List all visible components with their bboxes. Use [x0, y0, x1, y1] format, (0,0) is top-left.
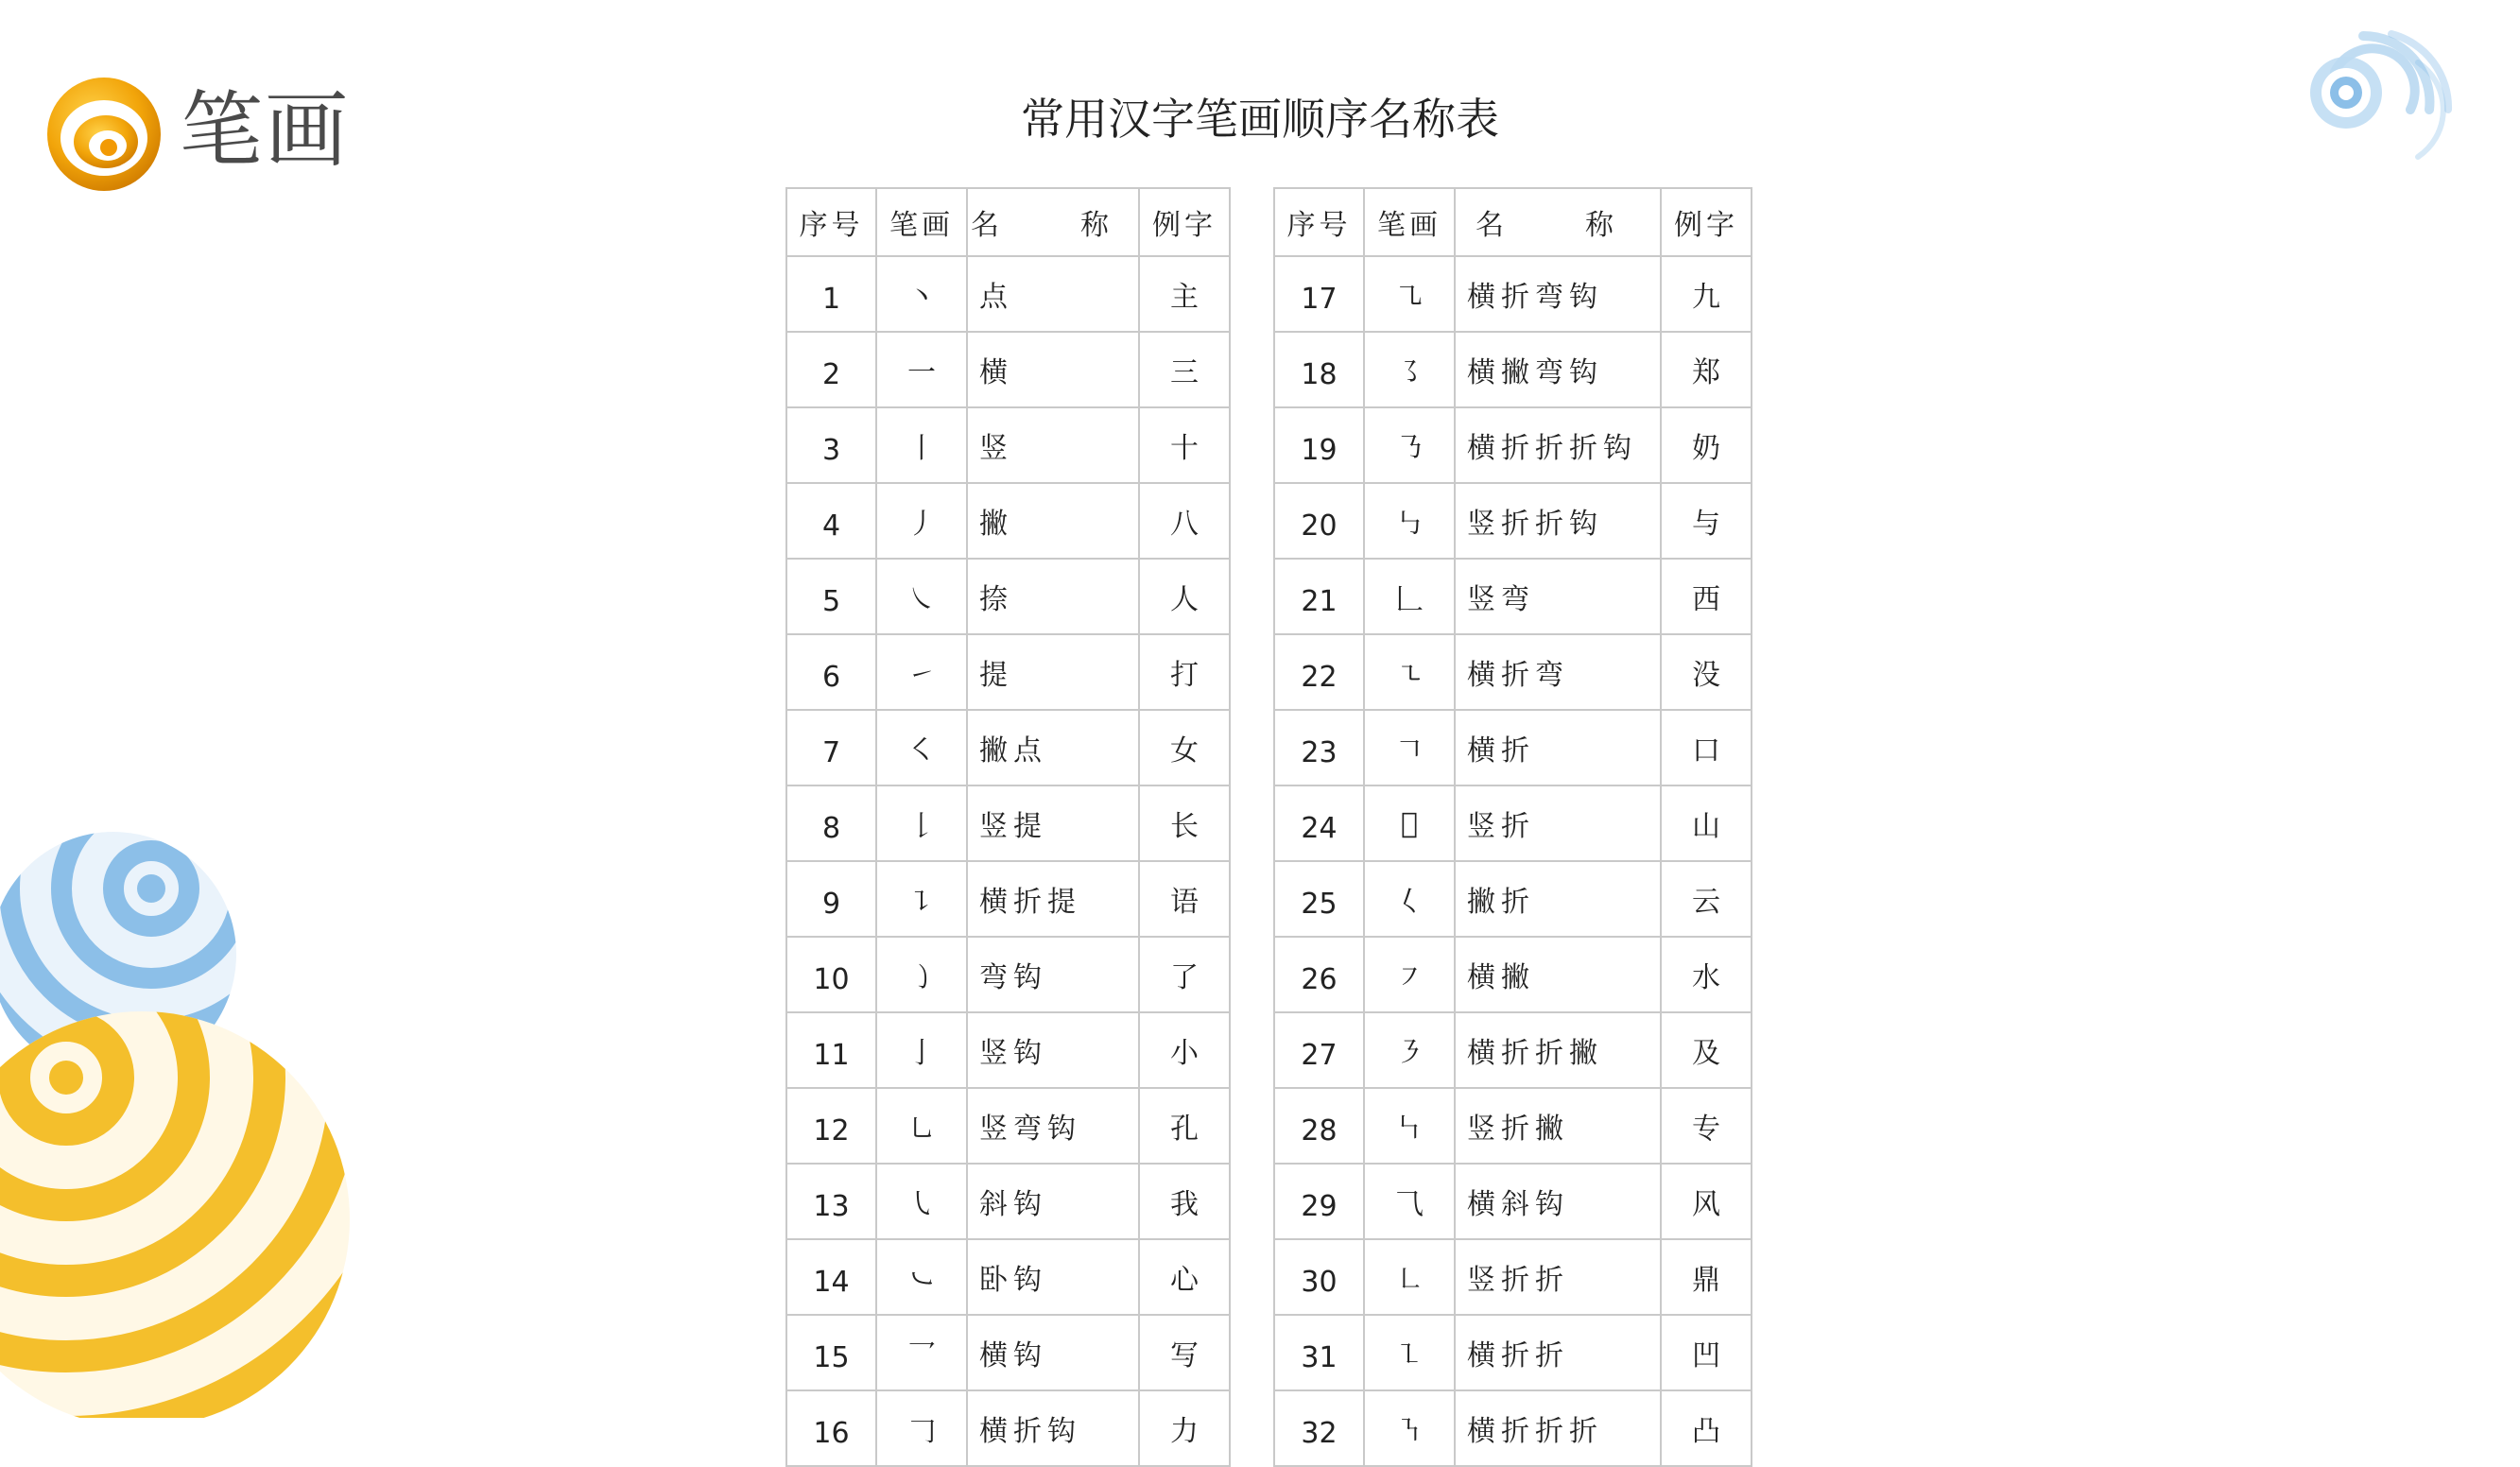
row-index: 17	[1274, 256, 1364, 332]
row-index: 11	[786, 1012, 876, 1088]
row-stroke: ㇟	[876, 1088, 967, 1164]
header-stroke: 笔画	[1364, 188, 1455, 256]
row-example-char: 水	[1661, 937, 1752, 1012]
row-index: 28	[1274, 1088, 1364, 1164]
row-index: 9	[786, 861, 876, 937]
row-stroke: 丶	[876, 256, 967, 332]
row-stroke: ㇅	[1364, 1315, 1455, 1390]
row-stroke: ㇀	[876, 634, 967, 710]
row-stroke-name: 横折弯	[1455, 634, 1661, 710]
row-index: 25	[1274, 861, 1364, 937]
table-row	[786, 1164, 1230, 1239]
row-stroke: 丨	[876, 407, 967, 483]
table-row	[786, 483, 1230, 559]
row-example-char: 打	[1139, 634, 1230, 710]
row-stroke-name: 横折折撇	[1455, 1012, 1661, 1088]
table-row	[1274, 1390, 1752, 1466]
row-index: 2	[786, 332, 876, 407]
table-row	[1274, 332, 1752, 407]
row-stroke: 𡿨	[1364, 861, 1455, 937]
row-stroke-name: 竖折折	[1455, 1239, 1661, 1315]
row-example-char: 西	[1661, 559, 1752, 634]
row-index: 13	[786, 1164, 876, 1239]
row-stroke: 亅	[876, 1012, 967, 1088]
row-stroke-name: 横折提	[967, 861, 1139, 937]
row-example-char: 女	[1139, 710, 1230, 785]
row-stroke-name: 提	[967, 634, 1139, 710]
table-row	[1274, 1164, 1752, 1239]
row-stroke-name: 撇点	[967, 710, 1139, 785]
header-stroke: 笔画	[876, 188, 967, 256]
row-stroke-name: 竖折	[1455, 785, 1661, 861]
header-example: 例字	[1661, 188, 1752, 256]
row-stroke: ㇊	[876, 861, 967, 937]
row-stroke: ㇇	[1364, 937, 1455, 1012]
stroke-table-right	[1273, 187, 1752, 1467]
row-stroke: 𠃌	[876, 1390, 967, 1466]
row-example-char: 主	[1139, 256, 1230, 332]
row-stroke: ㇂	[876, 1164, 967, 1239]
row-example-char: 三	[1139, 332, 1230, 407]
table-row	[1274, 1088, 1752, 1164]
row-stroke: ㇁	[876, 937, 967, 1012]
table-row	[786, 332, 1230, 407]
row-stroke: 𠄌	[876, 785, 967, 861]
row-stroke-name: 竖提	[967, 785, 1139, 861]
header-name: 名 称	[1455, 188, 1661, 256]
row-example-char: 写	[1139, 1315, 1230, 1390]
header-name: 名 称	[967, 188, 1139, 256]
table-row	[786, 861, 1230, 937]
table-row	[786, 1315, 1230, 1390]
row-index: 32	[1274, 1390, 1364, 1466]
row-example-char: 郑	[1661, 332, 1752, 407]
row-index: 1	[786, 256, 876, 332]
table-row	[786, 256, 1230, 332]
row-stroke-name: 横折折	[1455, 1315, 1661, 1390]
row-example-char: 心	[1139, 1239, 1230, 1315]
row-stroke-name: 斜钩	[967, 1164, 1139, 1239]
row-stroke-name: 竖	[967, 407, 1139, 483]
table-row	[1274, 256, 1752, 332]
table-row	[1274, 559, 1752, 634]
row-index: 18	[1274, 332, 1364, 407]
row-index: 20	[1274, 483, 1364, 559]
row-index: 24	[1274, 785, 1364, 861]
row-stroke-name: 竖弯	[1455, 559, 1661, 634]
row-index: 7	[786, 710, 876, 785]
table-row	[786, 634, 1230, 710]
row-example-char: 与	[1661, 483, 1752, 559]
row-stroke-name: 撇	[967, 483, 1139, 559]
row-index: 12	[786, 1088, 876, 1164]
row-stroke: 𠃍	[1364, 710, 1455, 785]
row-index: 21	[1274, 559, 1364, 634]
table-row	[786, 1012, 1230, 1088]
decorative-spheres	[0, 813, 378, 1418]
table-row	[1274, 785, 1752, 861]
row-stroke-name: 捺	[967, 559, 1139, 634]
table-row	[786, 407, 1230, 483]
row-stroke: ㇍	[1364, 634, 1455, 710]
row-stroke-name: 竖钩	[967, 1012, 1139, 1088]
row-stroke: ⺄	[1364, 1164, 1455, 1239]
row-example-char: 语	[1139, 861, 1230, 937]
row-stroke-name: 横折折折钩	[1455, 407, 1661, 483]
row-stroke-name: 横撇	[1455, 937, 1661, 1012]
table-row	[786, 937, 1230, 1012]
row-example-char: 没	[1661, 634, 1752, 710]
row-stroke-name: 横斜钩	[1455, 1164, 1661, 1239]
table-row	[1274, 407, 1752, 483]
row-example-char: 孔	[1139, 1088, 1230, 1164]
row-example-char: 专	[1661, 1088, 1752, 1164]
row-stroke: 乛	[876, 1315, 967, 1390]
row-stroke: 𠃎	[1364, 785, 1455, 861]
row-index: 23	[1274, 710, 1364, 785]
header-index: 序号	[1274, 188, 1364, 256]
row-example-char: 鼎	[1661, 1239, 1752, 1315]
row-index: 30	[1274, 1239, 1364, 1315]
row-example-char: 我	[1139, 1164, 1230, 1239]
table-row	[1274, 710, 1752, 785]
row-index: 26	[1274, 937, 1364, 1012]
stroke-table-left	[785, 187, 1231, 1467]
row-stroke-name: 卧钩	[967, 1239, 1139, 1315]
row-index: 27	[1274, 1012, 1364, 1088]
row-stroke-name: 横钩	[967, 1315, 1139, 1390]
row-stroke-name: 横折折折	[1455, 1390, 1661, 1466]
row-example-char: 口	[1661, 710, 1752, 785]
row-example-char: 风	[1661, 1164, 1752, 1239]
row-stroke: ㇎	[1364, 1390, 1455, 1466]
row-stroke: ㇉	[1364, 483, 1455, 559]
section-title: 笔画	[180, 81, 351, 179]
row-stroke-name: 竖折折钩	[1455, 483, 1661, 559]
row-stroke: 一	[876, 332, 967, 407]
row-stroke-name: 点	[967, 256, 1139, 332]
row-stroke: ㇏	[876, 559, 967, 634]
row-stroke: ㇃	[876, 1239, 967, 1315]
table-row	[786, 785, 1230, 861]
row-stroke: ㇞	[1364, 1088, 1455, 1164]
row-index: 10	[786, 937, 876, 1012]
row-example-char: 凹	[1661, 1315, 1752, 1390]
header-index: 序号	[786, 188, 876, 256]
row-stroke-name: 竖折撇	[1455, 1088, 1661, 1164]
row-example-char: 云	[1661, 861, 1752, 937]
table-row	[1274, 937, 1752, 1012]
row-stroke-name: 竖弯钩	[967, 1088, 1139, 1164]
row-example-char: 十	[1139, 407, 1230, 483]
row-stroke-name: 弯钩	[967, 937, 1139, 1012]
row-stroke: ㇋	[1364, 1012, 1455, 1088]
row-index: 5	[786, 559, 876, 634]
table-row	[1274, 634, 1752, 710]
row-example-char: 长	[1139, 785, 1230, 861]
table-header-row	[786, 188, 1230, 256]
table-row	[1274, 1315, 1752, 1390]
row-example-char: 八	[1139, 483, 1230, 559]
table-row	[1274, 1239, 1752, 1315]
row-index: 8	[786, 785, 876, 861]
row-example-char: 及	[1661, 1012, 1752, 1088]
table-row	[786, 1239, 1230, 1315]
row-stroke: 𠃊	[1364, 559, 1455, 634]
row-stroke: ㇛	[876, 710, 967, 785]
table-row	[786, 1390, 1230, 1466]
row-index: 6	[786, 634, 876, 710]
table-row	[1274, 861, 1752, 937]
row-stroke-name: 横折	[1455, 710, 1661, 785]
row-example-char: 力	[1139, 1390, 1230, 1466]
row-index: 31	[1274, 1315, 1364, 1390]
row-example-char: 奶	[1661, 407, 1752, 483]
row-stroke: ㇡	[1364, 407, 1455, 483]
header-example: 例字	[1139, 188, 1230, 256]
row-stroke-name: 横折弯钩	[1455, 256, 1661, 332]
row-example-char: 了	[1139, 937, 1230, 1012]
table-row	[786, 559, 1230, 634]
row-stroke: ㇈	[1364, 256, 1455, 332]
row-stroke-name: 横折钩	[967, 1390, 1139, 1466]
row-index: 29	[1274, 1164, 1364, 1239]
table-row	[1274, 1012, 1752, 1088]
row-index: 19	[1274, 407, 1364, 483]
row-stroke-name: 横	[967, 332, 1139, 407]
table-row	[786, 1088, 1230, 1164]
row-example-char: 山	[1661, 785, 1752, 861]
row-stroke-name: 撇折	[1455, 861, 1661, 937]
row-stroke: ㇌	[1364, 332, 1455, 407]
row-index: 16	[786, 1390, 876, 1466]
row-stroke: ㇗	[1364, 1239, 1455, 1315]
row-example-char: 九	[1661, 256, 1752, 332]
row-index: 4	[786, 483, 876, 559]
row-index: 22	[1274, 634, 1364, 710]
row-example-char: 凸	[1661, 1390, 1752, 1466]
row-index: 3	[786, 407, 876, 483]
row-index: 15	[786, 1315, 876, 1390]
row-index: 14	[786, 1239, 876, 1315]
row-stroke: 丿	[876, 483, 967, 559]
table-header-row	[1274, 188, 1752, 256]
table-row	[1274, 483, 1752, 559]
row-stroke-name: 横撇弯钩	[1455, 332, 1661, 407]
table-row	[786, 710, 1230, 785]
row-example-char: 小	[1139, 1012, 1230, 1088]
row-example-char: 人	[1139, 559, 1230, 634]
table-title: 常用汉字笔画顺序名称表	[1021, 94, 1499, 145]
